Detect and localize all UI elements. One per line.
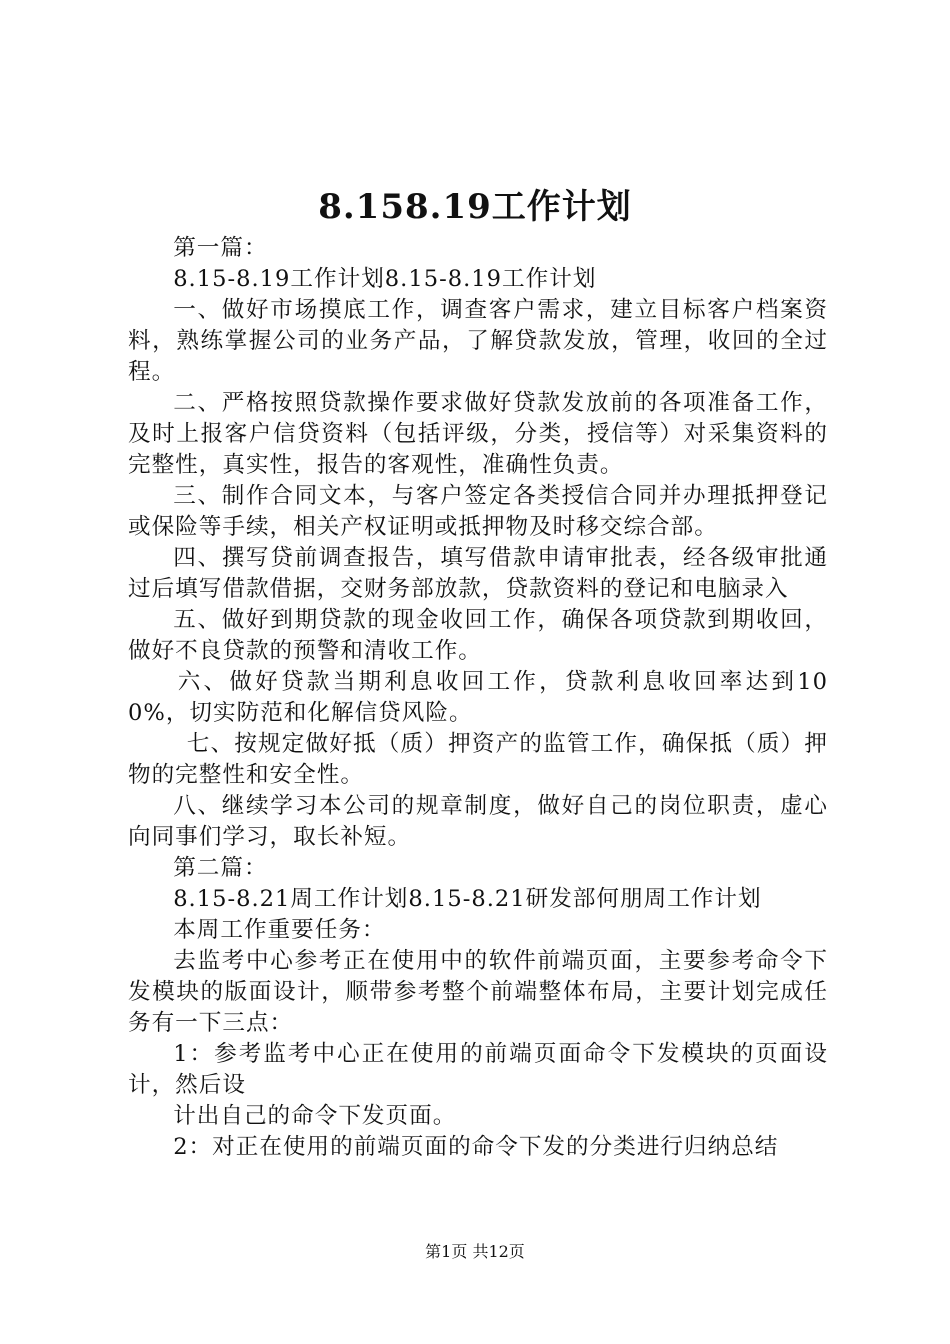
paragraph-item-5: 五、做好到期贷款的现金收回工作，确保各项贷款到期收回，做好不良贷款的预警和清收工作。: [128, 607, 828, 664]
page-number-footer: 第1页 共12页: [425, 1242, 525, 1261]
paragraph-item-8: 八、继续学习本公司的规章制度，做好自己的岗位职责，虚心向同事们学习，取长补短。: [128, 793, 828, 850]
paragraph-item-2: 二、严格按照贷款操作要求做好贷款发放前的各项准备工作，及时上报客户信贷资料（包括评级，分类，授信等）对采集资料的完整性，真实性，报告的客观性，准确性负责。: [128, 390, 828, 478]
document-body: [128, 233, 828, 1163]
task-item-2: 2：对正在使用的前端页面的命令下发的分类进行归纳总结: [173, 1134, 779, 1160]
paragraph-item-4: 四、撰写贷前调查报告，填写借款申请审批表，经各级审批通过后填写借款借据，交财务部放款，贷款资料的登记和电脑录入: [128, 545, 828, 602]
paragraph-item-3: 三、制作合同文本，与客户签定各类授信合同并办理抵押登记或保险等手续，相关产权证明或抵押物及时移交综合部。: [128, 483, 828, 540]
section-subtitle-1: 8.15-8.19工作计划8.15-8.19工作计划: [173, 266, 597, 292]
task-item-1: 1：参考监考中心正在使用的前端页面命令下发模块的页面设计，然后设: [128, 1041, 828, 1098]
task-heading: 本周工作重要任务：: [173, 917, 386, 943]
task-intro: 去监考中心参考正在使用中的软件前端页面，主要参考命令下发模块的版面设计，顺带参考整个前端整体布局，主要计划完成任务有一下三点：: [128, 948, 828, 1036]
paragraph-item-6: 六、做好贷款当期利息收回工作，贷款利息收回率达到100%，切实防范和化解信贷风险。: [128, 669, 828, 726]
section-heading-2: 第二篇：: [173, 855, 268, 881]
task-item-1-cont: 计出自己的命令下发页面。: [173, 1103, 457, 1129]
section-heading-1: 第一篇：: [173, 235, 268, 261]
document-title: 8.158.19工作计划: [318, 187, 632, 227]
section-subtitle-2: 8.15-8.21周工作计划8.15-8.21研发部何朋周工作计划: [173, 886, 762, 912]
paragraph-item-1: 一、做好市场摸底工作，调查客户需求，建立目标客户档案资料，熟练掌握公司的业务产品，了解贷款发放，管理，收回的全过程。: [128, 297, 828, 385]
paragraph-item-7: 七、按规定做好抵（质）押资产的监管工作，确保抵（质）押物的完整性和安全性。: [128, 731, 828, 788]
